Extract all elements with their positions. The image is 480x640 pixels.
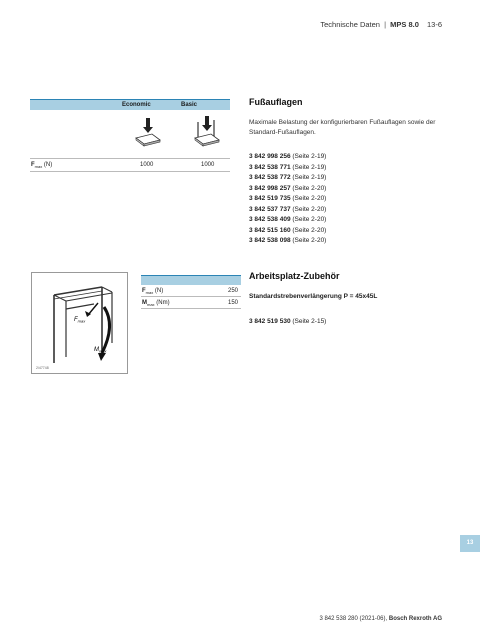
row-value: 250 [227, 287, 238, 294]
row-label: $F_{max}$ (N) [142, 287, 164, 295]
table-header [30, 99, 230, 110]
figure-code: 2/47748 [36, 366, 49, 370]
footer-doc-number: 3 842 538 280 (2021-06), [319, 616, 388, 622]
list-item: 3 842 538 098 (Seite 2-20) [249, 237, 327, 244]
chapter-tab: 13 [460, 535, 480, 552]
footrest-load-table [30, 99, 230, 172]
header-product: MPS 8.0 [390, 20, 419, 29]
list-item: 3 842 998 256 (Seite 2-19) [249, 153, 327, 160]
footrest-economic-icon [134, 118, 162, 148]
strut-frame-drawing [32, 273, 127, 373]
header-page-number: 13-6 [426, 20, 442, 29]
section-title-footrests: Fußauflagen [249, 97, 303, 107]
column-basic: Basic [181, 101, 198, 108]
figure-label-f: $F_{max}$ [74, 317, 86, 324]
column-economic: Economic [122, 101, 151, 108]
list-item: 3 842 998 257 (Seite 2-20) [249, 184, 327, 192]
section-title-accessories: Arbeitsplatz-Zubehör [249, 271, 340, 281]
strut-extension-figure [31, 272, 128, 374]
value-basic: 1000 [201, 162, 215, 168]
table-header [141, 275, 241, 285]
list-item: 3 842 515 160 (Seite 2-20) [249, 226, 327, 234]
list-item: 3 842 537 737 (Seite 2-20) [249, 205, 327, 213]
footrests-part-list [249, 152, 326, 247]
footer-company: Bosch Rexroth AG [388, 616, 442, 622]
table-row [141, 285, 241, 297]
table-row [141, 297, 241, 309]
header-section: Technische Daten [320, 20, 380, 29]
accessory-load-table [141, 275, 241, 309]
footrest-basic-icon [192, 116, 222, 150]
header-separator: | [384, 20, 387, 29]
list-item: 3 842 519 530 (Seite 2-15) [249, 318, 327, 325]
row-label: $M_{max}$ (Nm) [142, 299, 170, 307]
list-item: 3 842 538 409 (Seite 2-20) [249, 216, 327, 223]
page-header [320, 20, 442, 29]
row-value: 150 [227, 299, 238, 306]
list-item: 3 842 538 772 (Seite 2-19) [249, 174, 327, 181]
footrests-description: Maximale Belastung der konfigurierbaren Fußauflagen sowie der Standard-Fußauflagen. [249, 119, 436, 136]
page-footer [319, 616, 442, 622]
footrest-images-row [30, 110, 230, 159]
figure-label-m: $M_{max}$ [94, 347, 107, 354]
value-economic: 1000 [140, 162, 154, 168]
list-item: 3 842 519 735 (Seite 2-20) [249, 195, 327, 202]
accessories-subtitle: Standardstrebenverlängerung P = 45x45L [249, 293, 378, 300]
table-row [30, 159, 230, 172]
accessories-part-list [249, 317, 326, 328]
list-item: 3 842 538 771 (Seite 2-19) [249, 163, 327, 171]
row-label: $F_{max}$ (N) [31, 162, 53, 170]
